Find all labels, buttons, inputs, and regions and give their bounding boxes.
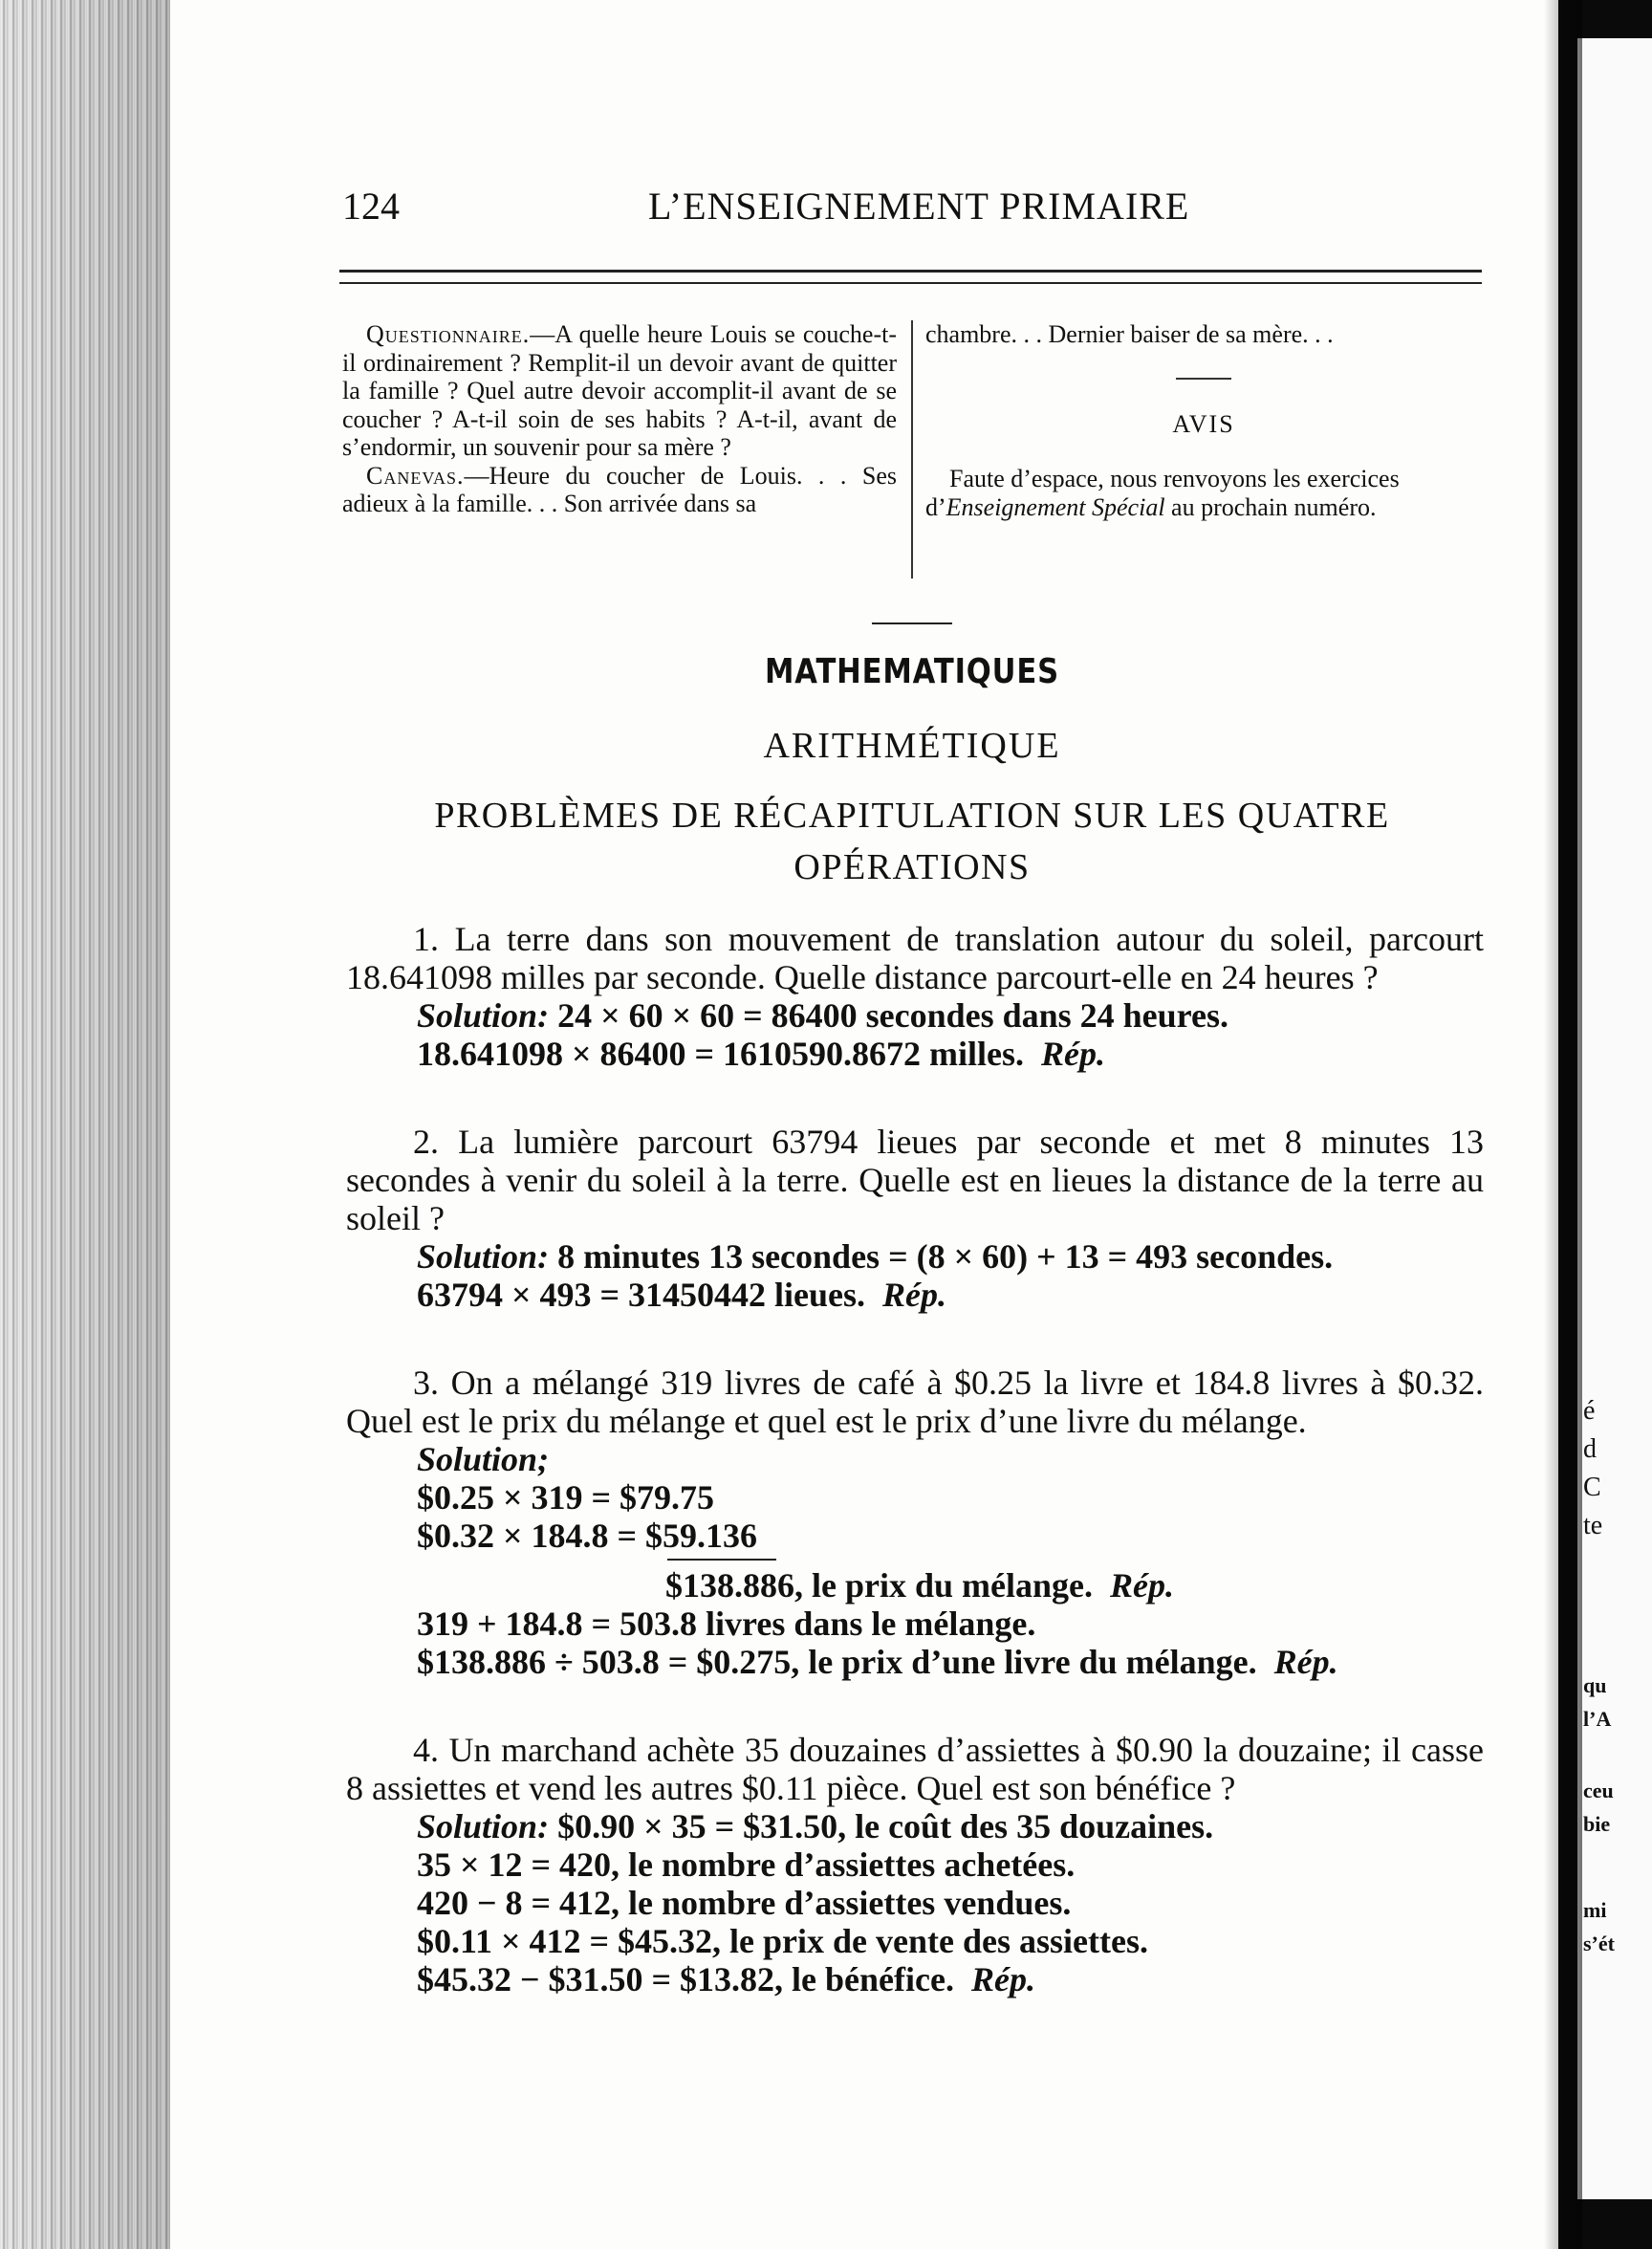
avis-paragraph	[925, 465, 1482, 521]
facing-fragment: mi	[1583, 1898, 1607, 1922]
column-divider	[911, 320, 913, 579]
avis-text-emphasis: Enseignement Spécial	[946, 492, 1165, 521]
continuation-text: chambre. . . Dernier baiser de sa mère. . .	[925, 320, 1334, 348]
avis-text-part2: au prochain numéro.	[1164, 492, 1377, 521]
facing-fragment: te	[1583, 1511, 1603, 1540]
right-column	[925, 320, 1482, 521]
solution-line: 35 × 12 = 420, le nombre d’assiettes achetées.	[417, 1845, 1076, 1884]
section-separator	[872, 622, 952, 624]
solution-line	[417, 1276, 1484, 1314]
solution-line	[417, 1807, 1484, 1845]
problem-statement: 3. On a mélangé 319 livres de café à $0.25 la livre et 184.8 livres à $0.32. Quel est le prix du mélange et quel est le prix d’une livre du mélange.	[346, 1364, 1484, 1440]
solution-text: 24 × 60 × 60 = 86400 secondes dans 24 heures.	[557, 996, 1228, 1035]
header-double-rule	[339, 270, 1482, 284]
solution-line	[417, 1960, 1484, 1998]
solution-label: Solution:	[417, 1807, 550, 1845]
solution-text: 18.641098 × 86400 = 1610590.8672 milles.	[417, 1035, 1025, 1073]
answer-mark: Rép.	[882, 1276, 947, 1314]
facing-fragment: s’ét	[1583, 1932, 1615, 1955]
solution-line	[417, 1035, 1484, 1073]
canevas-label: Canevas.	[366, 461, 465, 490]
answer-mark: Rép.	[1041, 1035, 1106, 1073]
page-header	[342, 184, 1480, 231]
solution-label: Solution;	[417, 1440, 550, 1478]
section-title: MATHEMATIQUES	[764, 652, 1060, 691]
questionnaire-paragraph	[342, 320, 897, 462]
solution-text: $0.90 × 35 = $31.50, le coût des 35 douzaines.	[557, 1807, 1214, 1845]
facing-fragment: C	[1583, 1473, 1601, 1502]
total-line	[665, 1566, 1484, 1605]
facing-page	[1577, 38, 1652, 2199]
page-number: 124	[342, 185, 400, 228]
sum-rule	[667, 1559, 776, 1561]
problem-statement: 1. La terre dans son mouvement de translation autour du soleil, parcourt 18.641098 milles par seconde. Quelle distance parcourt-elle en 24 heures ?	[346, 920, 1484, 996]
solution-line: $0.32 × 184.8 = $59.136	[417, 1517, 758, 1555]
questionnaire-text: —A quelle heure Louis se couche-t-il ordinairement ? Remplit-il un devoir avant de quitter la famille ? Quel autre devoir accomplit-il avant de se coucher ? A-t-il soin de ses habits ? A-t-il, avant de s’endormir, un souvenir pour sa mère ?	[342, 320, 897, 461]
problem-1	[346, 920, 1484, 1073]
two-column-section	[342, 320, 1482, 580]
facing-fragment: ceu	[1583, 1779, 1614, 1802]
topic-heading	[342, 790, 1482, 893]
left-column	[342, 320, 897, 518]
solution-line	[417, 1643, 1484, 1681]
solution-line	[417, 996, 1484, 1035]
topic-line-1: PROBLÈMES DE RÉCAPITULATION SUR LES QUATRE	[434, 796, 1390, 836]
solution-line	[417, 1237, 1484, 1276]
solution-line: 319 + 184.8 = 503.8 livres dans le mélange.	[417, 1605, 1036, 1643]
answer-mark: Rép.	[970, 1960, 1035, 1998]
facing-fragment: qu	[1583, 1673, 1607, 1697]
running-title: L’ENSEIGNEMENT PRIMAIRE	[648, 185, 1190, 228]
gutter-shadow	[1544, 0, 1582, 2249]
solution-text: 63794 × 493 = 31450442 lieues.	[417, 1276, 866, 1314]
facing-fragment: l’A	[1583, 1707, 1612, 1731]
solution-line	[417, 1440, 1484, 1478]
answer-mark: Rép.	[1273, 1643, 1338, 1681]
avis-text-part1: Faute d’espace, nous renvoyons les exercices d’	[925, 465, 1400, 521]
solution-label: Solution:	[417, 996, 550, 1035]
facing-fragment: bie	[1583, 1812, 1611, 1836]
solution-line: 420 − 8 = 412, le nombre d’assiettes vendues.	[417, 1884, 1072, 1922]
solution-line: $0.25 × 319 = $79.75	[417, 1478, 715, 1517]
avis-title: AVIS	[1172, 409, 1235, 438]
problem-statement: 2. La lumière parcourt 63794 lieues par seconde et met 8 minutes 13 secondes à venir du soleil à la terre. Quelle est en lieues la distance de la terre au soleil ?	[346, 1123, 1484, 1237]
total-text: $138.886, le prix du mélange.	[665, 1566, 1093, 1605]
facing-fragment: d	[1583, 1434, 1597, 1464]
problem-statement: 4. Un marchand achète 35 douzaines d’assiettes à $0.90 la douzaine; il casse 8 assiettes et vend les autres $0.11 pièce. Quel est son bénéfice ?	[346, 1731, 1484, 1807]
problems-list	[346, 920, 1484, 2048]
page-stack-edge	[0, 0, 172, 2249]
problem-4	[346, 1731, 1484, 1998]
solution-text: $138.886 ÷ 503.8 = $0.275, le prix d’une livre du mélange.	[417, 1643, 1257, 1681]
solution-label: Solution:	[417, 1237, 550, 1276]
answer-mark: Rép.	[1110, 1566, 1174, 1605]
solution-text: $45.32 − $31.50 = $13.82, le bénéfice.	[417, 1960, 954, 1998]
problem-3	[346, 1364, 1484, 1681]
solution-text: 8 minutes 13 secondes = (8 × 60) + 13 = 493 secondes.	[557, 1237, 1334, 1276]
canevas-text: —Heure du coucher de Louis. . . Ses adieux à la famille. . . Son arrivée dans sa	[342, 461, 897, 517]
solution-line: $0.11 × 412 = $45.32, le prix de vente des assiettes.	[417, 1922, 1148, 1960]
questionnaire-label: Questionnaire.	[366, 320, 531, 348]
subsection-title: ARITHMÉTIQUE	[763, 726, 1061, 766]
canevas-paragraph	[342, 462, 897, 518]
topic-line-2: OPÉRATIONS	[793, 847, 1031, 887]
problem-2	[346, 1123, 1484, 1314]
facing-fragment: é	[1583, 1396, 1596, 1426]
